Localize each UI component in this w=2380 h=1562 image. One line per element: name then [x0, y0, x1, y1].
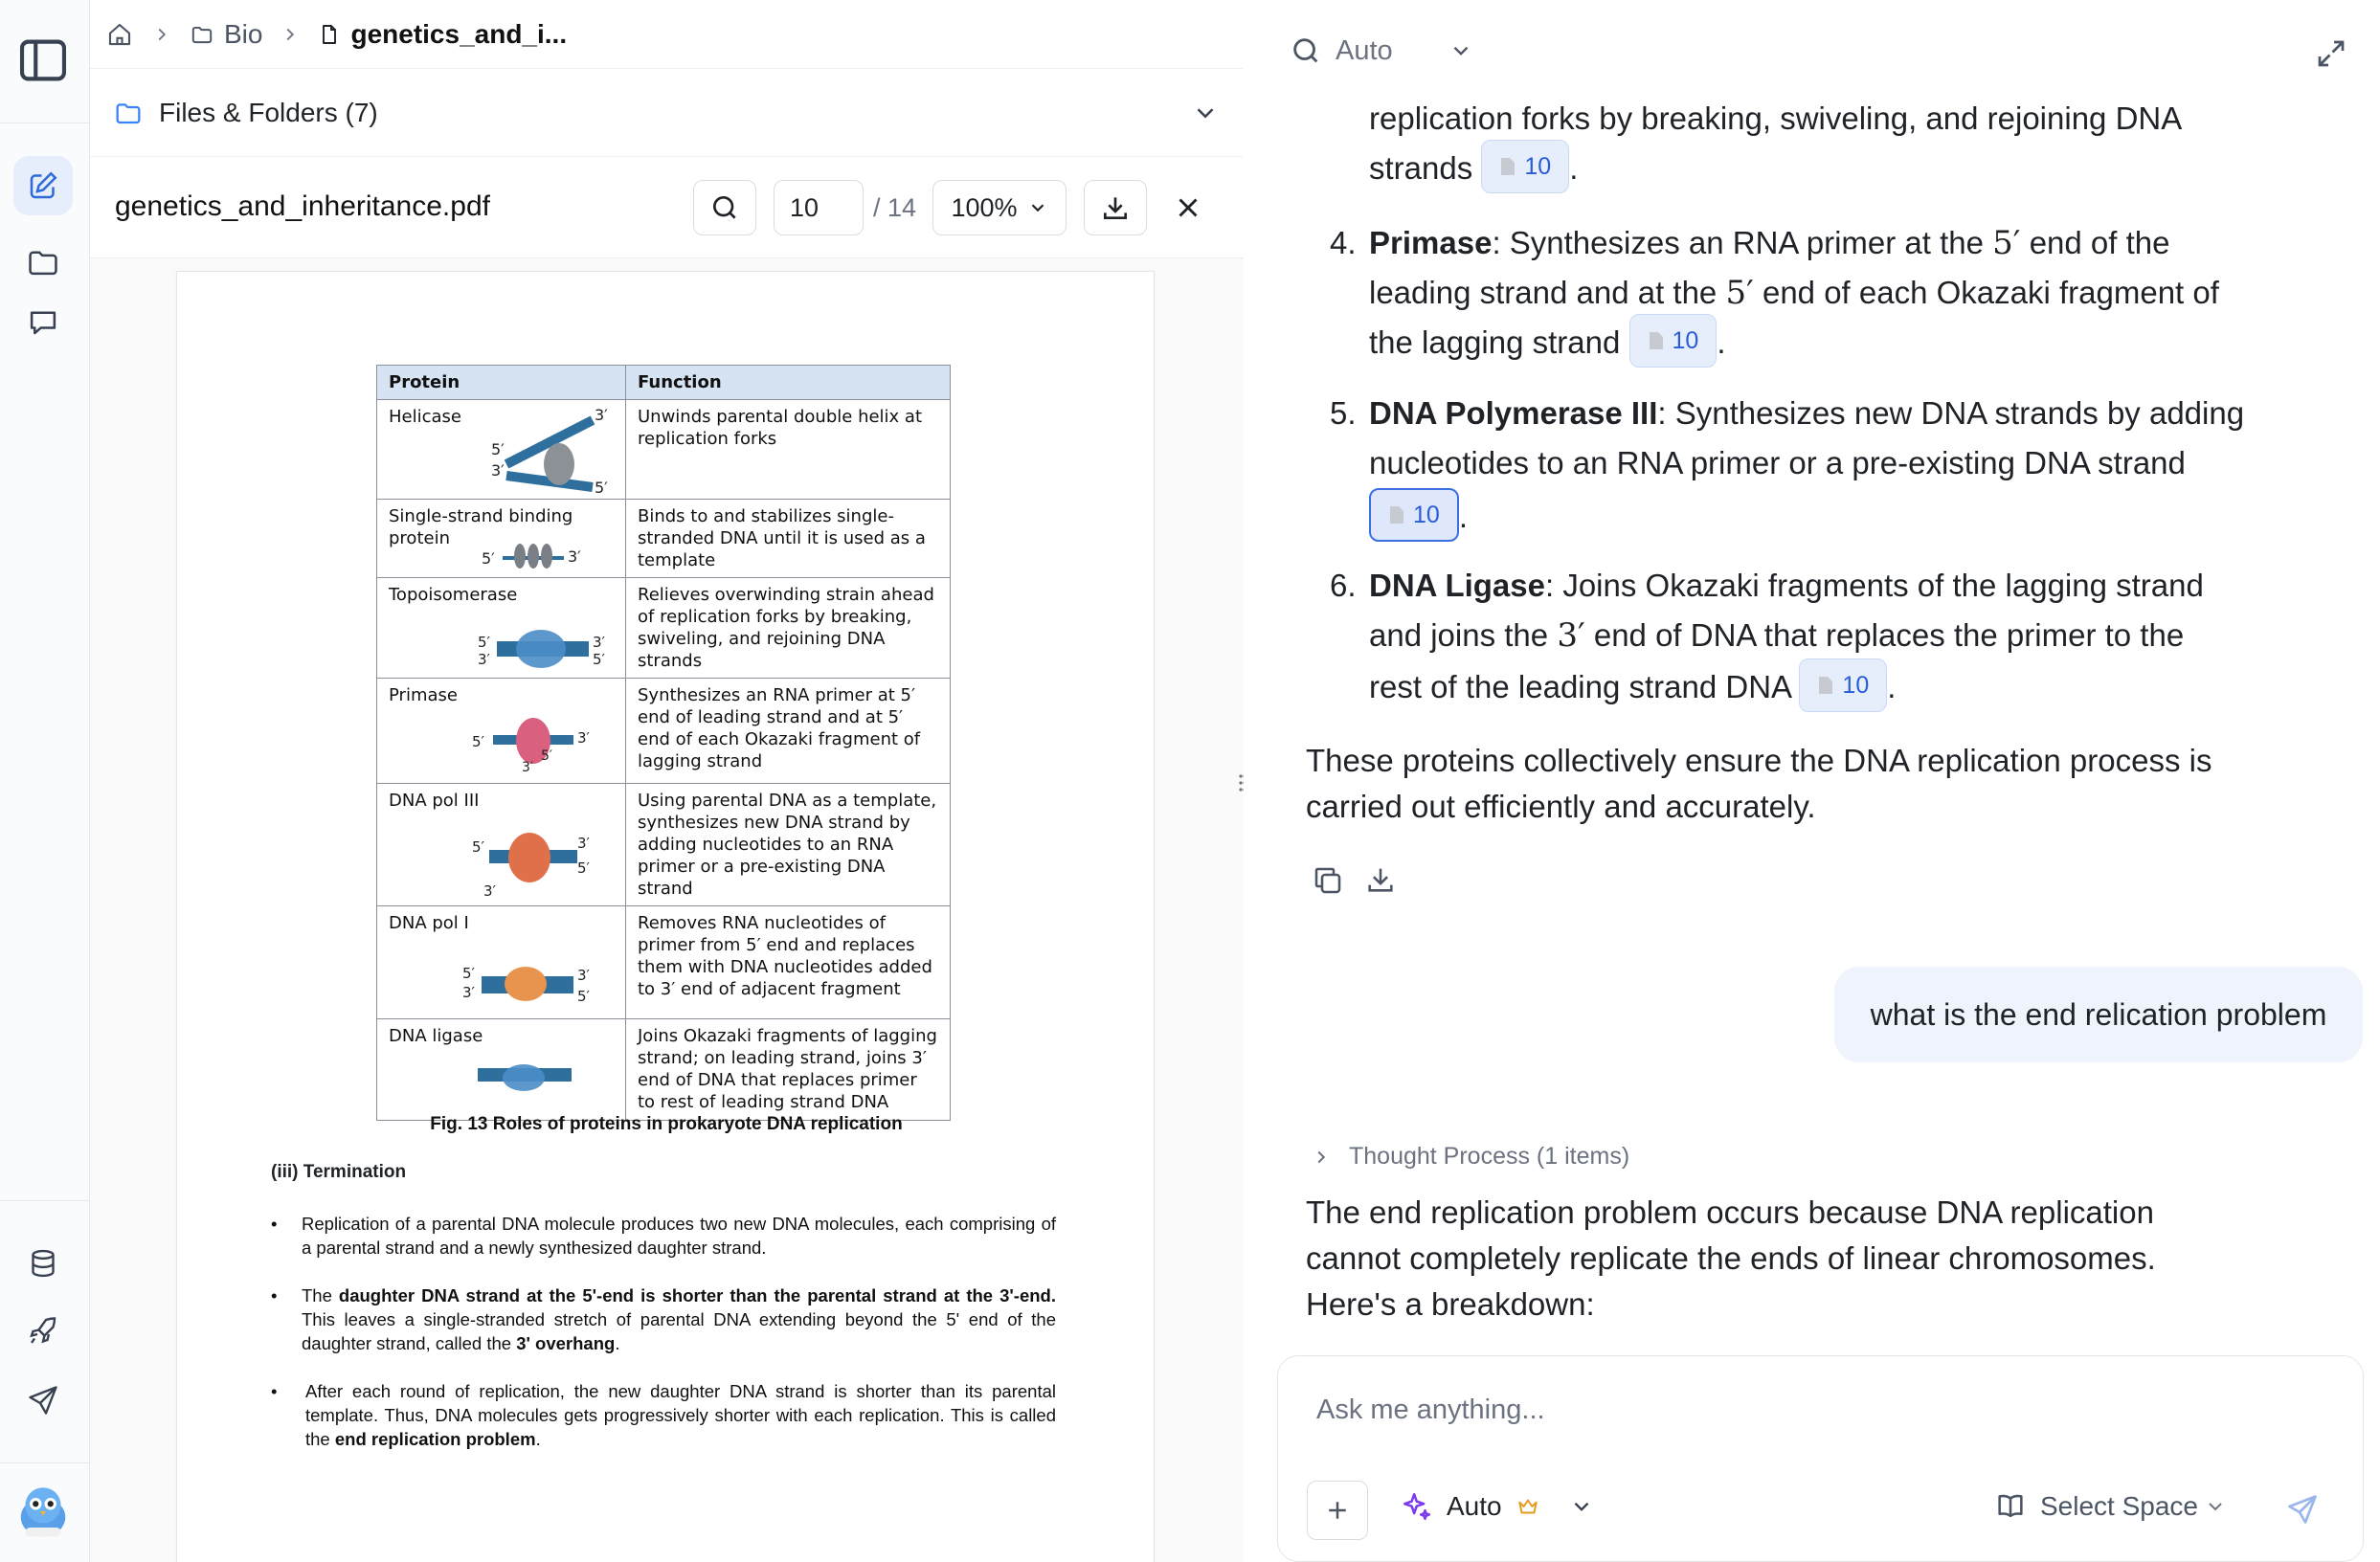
answer-line: DNA Polymerase III: Synthesizes new DNA strands by adding [1369, 395, 2245, 431]
sidebar-toggle-icon[interactable] [13, 31, 73, 90]
svg-text:3′: 3′ [577, 729, 590, 748]
message-input[interactable]: Ask me anything... [1316, 1395, 1545, 1425]
file-icon [318, 22, 341, 47]
search-mode-label: Auto [1336, 34, 1393, 66]
table-header-protein: Protein [377, 366, 626, 400]
svg-text:5′: 5′ [593, 651, 605, 669]
page-number-input[interactable]: 10 [774, 180, 864, 235]
space-selector[interactable] [1994, 1490, 2227, 1523]
send-icon [2285, 1492, 2320, 1527]
table-row [377, 500, 951, 578]
citation-pill-active[interactable]: 10 [1369, 488, 1459, 542]
pdf-search-button[interactable] [693, 180, 756, 235]
svg-text:3′: 3′ [595, 407, 608, 424]
ssb-illustration [482, 539, 587, 573]
svg-text:5′: 5′ [541, 748, 553, 765]
answer-summary: These proteins collectively ensure the DNA replication process is carried out efficiently and accurately. [1306, 743, 2212, 824]
protein-function: Binds to and stabilizes single-stranded DNA until it is used as a template [626, 500, 951, 578]
section-heading: (iii) Termination [271, 1162, 407, 1182]
chevron-right-icon [151, 24, 172, 45]
book-icon [1994, 1490, 2027, 1523]
protein-function: Removes RNA nucleotides of primer from 5′ end and replaces them with DNA nucleotides added to 3′ end of adjacent fragment [626, 906, 951, 1019]
download-button[interactable] [1084, 180, 1147, 235]
answer-line: DNA Ligase: Joins Okazaki fragments of the lagging strand [1369, 568, 2204, 603]
protein-function: Joins Okazaki fragments of lagging strand; on leading strand, joins 3′ end of DNA that replaces primer to rest of leading strand DNA [626, 1019, 951, 1121]
protein-name: Topoisomerase [389, 585, 518, 606]
svg-text:3′: 3′ [462, 984, 475, 1002]
helicase-illustration [487, 407, 612, 493]
bullet-text: Replication of a parental DNA molecule produces two new DNA molecules, each comprising of a parental strand and a newly synthesized daughter strand. [302, 1214, 1056, 1258]
svg-text:3′: 3′ [568, 547, 581, 567]
bullet-item: • After each round of replication, the new daughter DNA strand is shorter than its parental template. Thus, DNA molecules gets progressively shorter with each replication. This is called the end replication problem. [271, 1381, 1056, 1449]
folder-icon[interactable] [13, 233, 73, 292]
send-icon[interactable] [13, 1371, 73, 1430]
protein-function: Using parental DNA as a template, synthesizes new DNA strand by adding nucleotides to an RNA primer or a pre-existing DNA strand [626, 784, 951, 906]
svg-text:5′: 5′ [472, 838, 484, 857]
svg-text:5′: 5′ [478, 634, 490, 652]
svg-text:3′: 3′ [577, 835, 590, 853]
table-header-function: Function [626, 366, 951, 400]
edit-icon[interactable] [13, 156, 73, 215]
thought-process-label: Thought Process (1 items) [1349, 1143, 1630, 1170]
model-selector[interactable] [1401, 1490, 1594, 1523]
dna-ligase-illustration [472, 1057, 577, 1095]
home-icon[interactable] [105, 20, 134, 49]
breadcrumb-folder-label[interactable]: Bio [224, 18, 263, 49]
breadcrumb-file[interactable] [318, 19, 567, 50]
svg-text:5′: 5′ [491, 440, 505, 458]
user-message: what is the end relication problem [1834, 967, 2363, 1062]
answer-line: leading strand and at the 5′ end of each Okazaki fragment of [1369, 274, 2219, 312]
page-total: / 14 [873, 193, 917, 222]
search-icon [709, 192, 740, 223]
answer-line: the lagging strand 10 . [1369, 318, 1726, 371]
svg-text:3′: 3′ [478, 651, 490, 669]
zoom-label: 100% [951, 192, 1018, 222]
primase-illustration [472, 710, 596, 777]
files-folders-section[interactable] [90, 69, 1243, 157]
breadcrumb [90, 0, 1243, 69]
pdf-page [176, 271, 1155, 1562]
close-icon[interactable] [1172, 191, 1204, 224]
message-composer [1277, 1355, 2364, 1562]
model-label: Auto [1447, 1491, 1502, 1521]
dna-pol-iii-illustration [472, 823, 596, 900]
answer-line: nucleotides to an RNA primer or a pre-existing DNA strand [1369, 445, 2186, 480]
svg-text:3′: 3′ [593, 634, 605, 652]
list-number: 6. [1330, 568, 1357, 603]
protein-name: Helicase [389, 407, 461, 427]
svg-text:5′: 5′ [482, 549, 495, 569]
files-folders-label[interactable]: Files & Folders (7) [159, 97, 378, 127]
chevron-down-icon [1448, 38, 1473, 63]
bullet-text: The daughter DNA strand at the 5'-end is shorter than the parental strand at the 3'-end. This leaves a single-stranded stretch of parental DNA extending beyond the 5' end of the daughter strand, called the 3' overhang. [302, 1285, 1056, 1353]
answer-line: replication forks by breaking, swiveling, and rejoining DNA [1369, 100, 2183, 136]
svg-text:3′: 3′ [577, 967, 590, 985]
svg-text:5′: 5′ [577, 988, 590, 1006]
thought-process-toggle[interactable] [1311, 1143, 1629, 1171]
chevron-down-icon [2204, 1495, 2227, 1518]
send-button[interactable] [2283, 1490, 2322, 1529]
bullet-item: • The daughter DNA strand at the 5'-end is shorter than the parental strand at the 3'-end. This leaves a single-stranded stretch of parental DNA extending beyond the 5' end of the daughter strand, called the 3' overhang. [271, 1285, 1056, 1353]
table-row [377, 906, 951, 1019]
file-icon [1817, 676, 1834, 695]
answer-line: strands 10 . [1369, 144, 1578, 197]
crown-icon [1516, 1494, 1540, 1519]
file-icon [1388, 505, 1405, 524]
chevron-right-icon [280, 24, 301, 45]
protein-name: Primase [389, 685, 458, 706]
zoom-select[interactable] [932, 180, 1067, 235]
table-row [377, 1019, 951, 1121]
pdf-viewer-panel [90, 0, 1243, 1562]
search-mode-selector[interactable] [1290, 34, 1473, 67]
list-number: 5. [1330, 395, 1357, 431]
breadcrumb-folder[interactable] [190, 19, 262, 50]
svg-text:3′: 3′ [491, 461, 505, 480]
protein-function: Unwinds parental double helix at replication forks [626, 400, 951, 500]
answer-line: 10 . [1369, 492, 1468, 546]
svg-text:3′: 3′ [522, 760, 534, 776]
table-row [377, 784, 951, 906]
chevron-right-icon [1311, 1147, 1332, 1168]
answer-line: Primase: Synthesizes an RNA primer at the 5′ end of the [1369, 224, 2170, 262]
pdf-scroll-area[interactable] [90, 259, 1243, 1562]
download-icon[interactable] [1364, 863, 1397, 896]
figure-caption: Fig. 13 Roles of proteins in prokaryote DNA replication [430, 1114, 903, 1134]
assistant-answer: The end replication problem occurs because DNA replication cannot completely replicate the ends of linear chromosomes. Here's a breakdown: [1306, 1194, 2156, 1322]
citation-pill[interactable]: 10 [1481, 140, 1569, 193]
protein-name: DNA pol III [389, 791, 480, 812]
expand-icon[interactable] [2314, 36, 2348, 71]
bullet-text: After each round of replication, the new daughter DNA strand is shorter than its parental template. Thus, DNA molecules gets progressively shorter with each replication. This is called the end replication problem. [305, 1381, 1056, 1449]
attach-button[interactable] [1307, 1481, 1368, 1540]
dna-pol-i-illustration [462, 955, 596, 1013]
pdf-filename: genetics_and_inheritance.pdf [115, 190, 490, 222]
topoisomerase-illustration [478, 624, 612, 672]
list-number: 4. [1330, 225, 1357, 260]
protein-name: Single-strand binding protein [389, 506, 573, 549]
protein-function: Synthesizes an RNA primer at 5′ end of leading strand and at 5′ end of each Okazaki fragment of lagging strand [626, 679, 951, 784]
citation-pill[interactable]: 10 [1629, 314, 1718, 368]
rocket-icon[interactable] [13, 1302, 73, 1361]
download-icon [1100, 192, 1131, 223]
svg-text:5′: 5′ [595, 479, 608, 493]
svg-text:5′: 5′ [462, 965, 475, 983]
sparkle-icon [1401, 1490, 1433, 1523]
file-icon [1648, 331, 1665, 350]
pdf-toolbar [90, 157, 1243, 258]
answer-line: rest of the leading strand DNA 10 . [1369, 662, 1896, 716]
protein-name: DNA ligase [389, 1026, 483, 1047]
citation-pill[interactable]: 10 [1799, 658, 1887, 712]
plus-icon [1323, 1496, 1352, 1525]
chat-panel [1244, 0, 2380, 1562]
svg-text:3′: 3′ [483, 882, 496, 901]
protein-function: Relieves overwinding strain ahead of replication forks by breaking, swiveling, and rejoining DNA strands [626, 578, 951, 679]
svg-text:5′: 5′ [577, 859, 590, 878]
protein-name: DNA pol I [389, 913, 469, 934]
chevron-down-icon [1569, 1494, 1594, 1519]
table-row [377, 578, 951, 679]
chevron-down-icon [1027, 197, 1048, 218]
breadcrumb-home[interactable] [105, 20, 134, 49]
table-row [377, 400, 951, 500]
folder-icon [190, 22, 214, 47]
space-label: Select Space [2040, 1491, 2198, 1521]
copy-icon[interactable] [1311, 863, 1345, 898]
left-rail [0, 0, 90, 1562]
chevron-down-icon[interactable] [1191, 99, 1220, 127]
chat-icon[interactable] [13, 293, 73, 352]
folder-icon [113, 98, 144, 128]
avatar[interactable] [13, 1482, 73, 1541]
bullet-item: • Replication of a parental DNA molecule produces two new DNA molecules, each comprising of a parental strand and a newly synthesized daughter strand. [271, 1214, 1056, 1258]
answer-line: and joins the 3′ end of DNA that replaces the primer to the [1369, 616, 2185, 655]
table-row [377, 679, 951, 784]
file-icon [1499, 157, 1516, 176]
breadcrumb-file-label[interactable]: genetics_and_i... [350, 18, 568, 49]
proteins-table [376, 365, 951, 1121]
svg-text:5′: 5′ [472, 733, 484, 751]
search-icon [1290, 34, 1322, 67]
database-icon[interactable] [13, 1234, 73, 1293]
